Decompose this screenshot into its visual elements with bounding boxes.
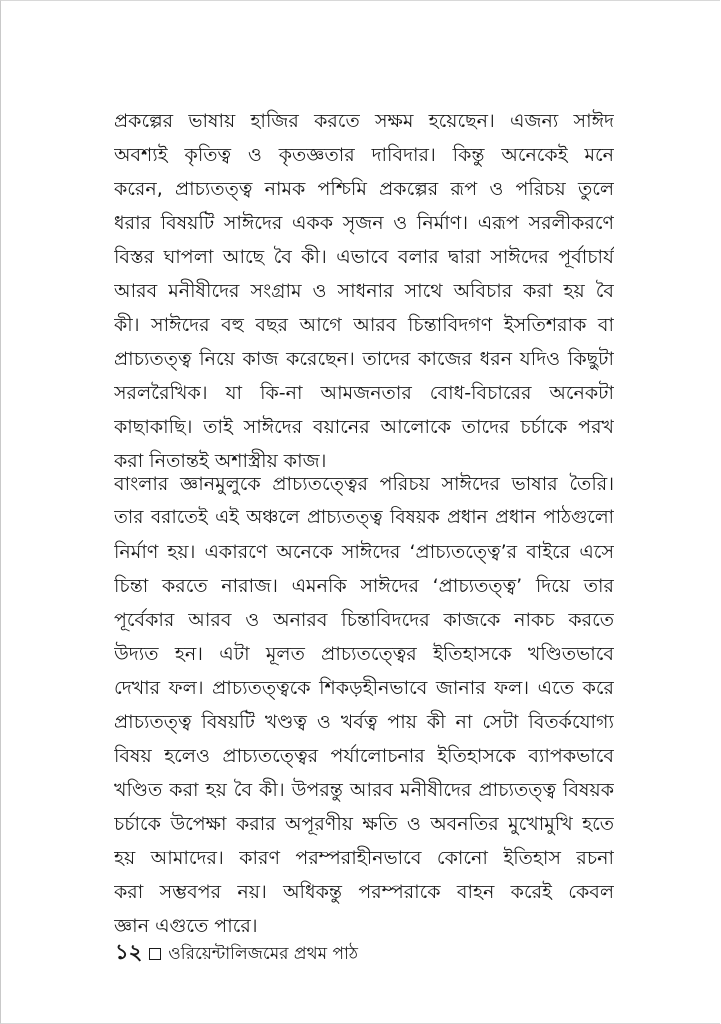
text-line: দেখার ফল। প্রাচ্যতত্ত্বকে শিকড়হীনভাবে জানার ফল। এতে করে (114, 677, 614, 699)
text-line: প্রাচ্যতত্ত্ব বিষয়টি খণ্ডত্ব ও খর্বত্ব পায় কী না সেটা বিতর্কযোগ্য (114, 711, 614, 733)
text-line: করেন, প্রাচ্যতত্ত্ব নামক পশ্চিমি প্রকল্পের রূপ ও পরিচয় তুলে (114, 178, 614, 200)
square-outline-icon (149, 948, 161, 960)
text-line: পূর্বেকার আরব ও অনারব চিন্তাবিদদের কাজকে নাকচ করতে (114, 609, 614, 631)
page-footer (115, 938, 358, 966)
running-title: ওরিয়েন্টালিজমের প্রথম পাঠ (168, 944, 359, 964)
text-line: প্রকল্পের ভাষায় হাজির করতে সক্ষম হয়েছেন। এজন্য সাঈদ (114, 110, 614, 132)
text-line: কী। সাঈদের বহু বছর আগে আরব চিন্তাবিদগণ ইসতিশরাক বা (114, 314, 614, 336)
text-line: ধরার বিষয়টি সাঈদের একক সৃজন ও নির্মাণ। এরূপ সরলীকরণে (114, 212, 614, 234)
paragraph-1 (114, 104, 614, 478)
text-line: তার বরাতেই এই অঞ্চলে প্রাচ্যতত্ত্ব বিষয়ক প্রধান প্রধান পাঠগুলো (114, 507, 614, 528)
text-line: বিস্তর ঘাপলা আছে বৈ কী। এভাবে বলার দ্বারা সাঈদের পূর্বাচার্য (114, 246, 614, 268)
text-line: খণ্ডিত করা হয় বৈ কী। উপরন্তু আরব মনীষীদের প্রাচ্যতত্ত্ব বিষয়ক (114, 779, 614, 801)
text-line: জ্ঞান এগুতে পারে। (114, 915, 258, 937)
page-number: ১২ (115, 940, 143, 964)
text-line: কাছাকাছি। তাই সাঈদের বয়ানের আলোকে তাদের চর্চাকে পরখ (114, 416, 614, 438)
text-line: সরলরৈখিক। যা কি-না আমজনতার বোধ-বিচারের অনেকটা (114, 382, 614, 404)
text-line: করা সম্ভবপর নয়। অধিকন্তু পরম্পরাকে বাহন করেই কেবল (114, 881, 614, 903)
text-line: প্রাচ্যতত্ত্ব নিয়ে কাজ করেছেন। তাদের কাজের ধরন যদিও কিছুটা (114, 348, 614, 370)
text-line: বিষয় হলেও প্রাচ্যতত্ত্বের পর্যালোচনার ইতিহাসকে ব্যাপকভাবে (114, 745, 614, 767)
text-line: হয় আমাদের। কারণ পরম্পরাহীনভাবে কোনো ইতিহাস রচনা (114, 847, 614, 869)
text-line: আরব মনীষীদের সংগ্রাম ও সাধনার সাথে অবিচার করা হয় বৈ (114, 280, 614, 302)
text-line: চর্চাকে উপেক্ষা করার অপূরণীয় ক্ষতি ও অবনতির মুখোমুখি হতে (114, 813, 614, 835)
text-line: করা নিতান্তই অশাস্ত্রীয় কাজ। (114, 450, 327, 472)
text-line: উদ্যত হন। এটা মূলত প্রাচ্যতত্ত্বের ইতিহাসকে খণ্ডিতভাবে (114, 643, 614, 665)
text-line: অবশ্যই কৃতিত্ব ও কৃতজ্ঞতার দাবিদার। কিন্তু অনেকেই মনে (114, 144, 614, 166)
text-line: বাংলার জ্ঞানমুলুকে প্রাচ্যতত্ত্বের পরিচয় সাঈদের ভাষার তৈরি। (114, 473, 614, 495)
text-line: নির্মাণ হয়। একারণে অনেকে সাঈদের ‘প্রাচ্যতত্ত্বে’র বাইরে এসে (114, 541, 614, 563)
text-line: চিন্তা করতে নারাজ। এমনকি সাঈদের ‘প্রাচ্যতত্ত্ব’ দিয়ে তার (114, 575, 614, 597)
paragraph-2 (114, 467, 614, 943)
